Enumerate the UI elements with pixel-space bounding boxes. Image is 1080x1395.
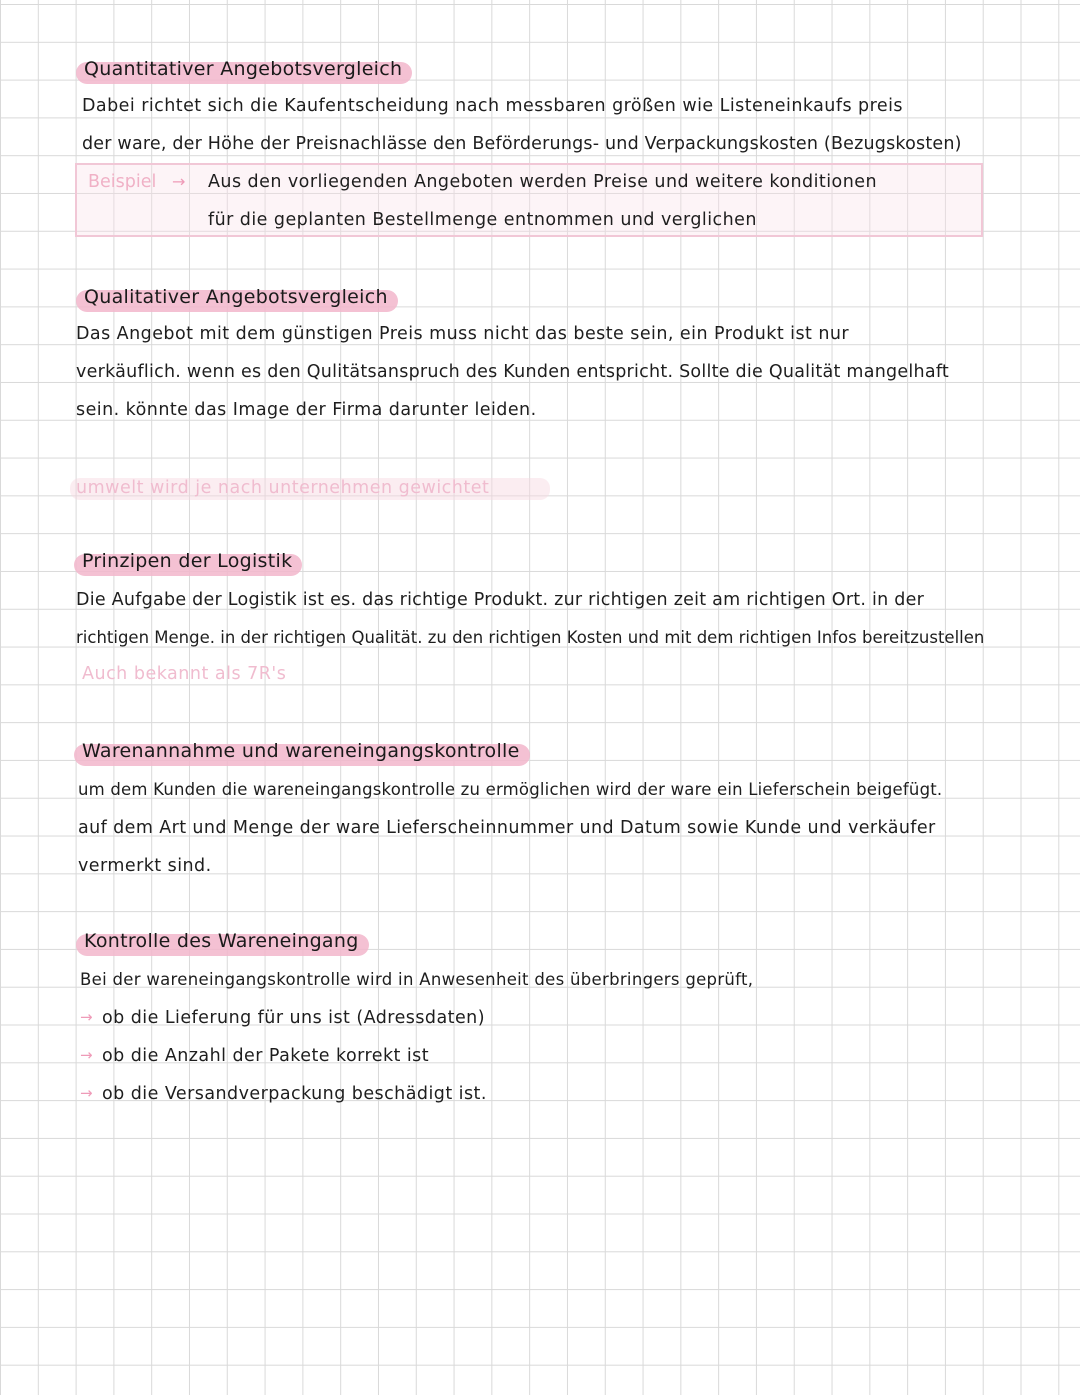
arrow-right-icon: → (172, 172, 186, 191)
list-item: ob die Versandverpackung beschädigt ist. (102, 1084, 487, 1104)
faint-note: Auch bekannt als 7R's (82, 664, 287, 684)
paragraph-line: Bei der wareneingangskontrolle wird in Anwesenheit des überbringers geprüft, (80, 970, 754, 989)
paragraph-line: sein. könnte das Image der Firma darunter leiden. (76, 400, 537, 420)
paragraph-line: verkäuflich. wenn es den Qulitätsanspruch des Kunden entspricht. Sollte die Qualität mangelhaft (76, 362, 950, 382)
heading-kontrolle-des-wareneingang: Kontrolle des Wareneingang (80, 928, 369, 954)
paragraph-line: Die Aufgabe der Logistik ist es. das richtige Produkt. zur richtigen zeit am richtigen Ort. in der (76, 590, 925, 610)
arrow-right-icon: → (80, 1008, 93, 1026)
arrow-right-icon: → (80, 1084, 93, 1102)
list-item: ob die Lieferung für uns ist (Adressdaten) (102, 1008, 485, 1028)
paragraph-line: Das Angebot mit dem günstigen Preis muss nicht das beste sein, ein Produkt ist nur (76, 324, 850, 344)
example-label: Beispiel (88, 172, 157, 192)
paragraph-line: richtigen Menge. in der richtigen Qualität. zu den richtigen Kosten und mit dem richtigen Infos bereitzustellen (76, 628, 985, 647)
list-item: ob die Anzahl der Pakete korrekt ist (102, 1046, 430, 1066)
example-line: Aus den vorliegenden Angeboten werden Preise und weitere konditionen (208, 172, 877, 192)
example-line: für die geplanten Bestellmenge entnommen und verglichen (208, 210, 757, 230)
arrow-right-icon: → (80, 1046, 93, 1064)
heading-prinzipen-der-logistik: Prinzipen der Logistik (78, 548, 302, 574)
heading-warenannahme: Warenannahme und wareneingangskontrolle (78, 738, 530, 764)
heading-quantitativer-angebotsvergleich: Quantitativer Angebotsvergleich (80, 56, 412, 82)
heading-qualitativer-angebotsvergleich: Qualitativer Angebotsvergleich (80, 284, 398, 310)
faint-note: umwelt wird je nach unternehmen gewichtet (76, 478, 490, 498)
paragraph-line: Dabei richtet sich die Kaufentscheidung nach messbaren größen wie Listeneinkaufs preis (82, 96, 903, 116)
paragraph-line: auf dem Art und Menge der ware Lieferscheinnummer und Datum sowie Kunde und verkäufer (78, 818, 936, 838)
paragraph-line: um dem Kunden die wareneingangskontrolle zu ermöglichen wird der ware ein Lieferschein beigefügt. (78, 780, 943, 799)
paragraph-line: vermerkt sind. (78, 856, 212, 876)
paragraph-line: der ware, der Höhe der Preisnachlässe den Beförderungs- und Verpackungskosten (Bezugskosten) (82, 134, 962, 154)
